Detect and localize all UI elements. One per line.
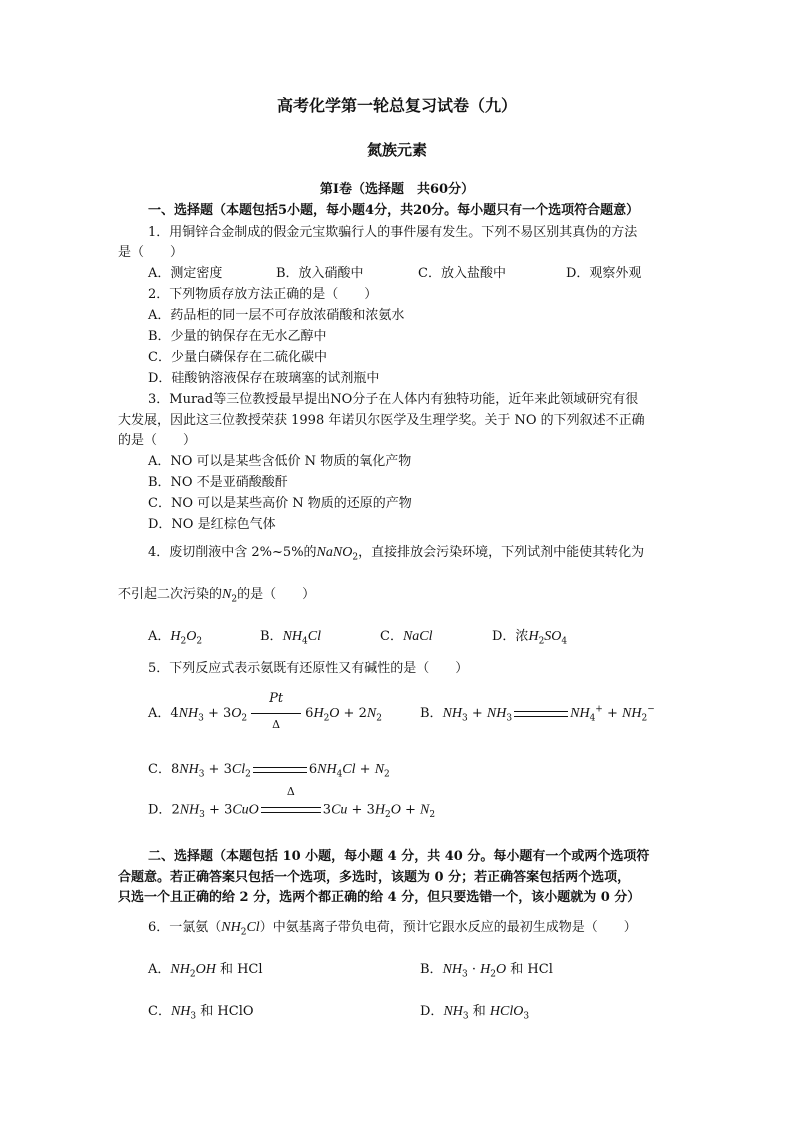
q1-option-d: D．观察外观 <box>566 266 642 281</box>
q1-option-a: A．测定密度 <box>148 266 223 281</box>
q5-option-a: A．$4NH_3 + 3O_2$ Pt Δ $6H_2O + 2N_2$ <box>148 690 382 731</box>
q4-option-c: C．NaCl <box>380 629 433 644</box>
q4-option-d: D．浓$H_2SO_4$ <box>492 629 568 647</box>
section2-line1: 二、选择题（本题包括 10 小题，每小题 4 分，共 40 分。每小题有一个或两个选项符 <box>148 849 650 864</box>
section1-heading: 一、选择题（本题包括5小题，每小题4分，共20分。每小题只有一个选项符合题意） <box>148 203 640 218</box>
reaction-condition: Pt Δ <box>251 707 301 721</box>
q6-option-c: C．$NH_3$ 和 HClO <box>148 1004 254 1022</box>
q6-option-a: A．$NH_2OH$ 和 HCl <box>148 962 263 980</box>
part1-heading: 第Ⅰ卷（选择题 共60分） <box>319 182 475 197</box>
q5-option-d: D．$2NH_3 + 3CuO$ Δ $3Cu + 3H_2O + N_2$ <box>148 785 436 821</box>
reaction-condition: Δ <box>261 802 321 818</box>
q1-stem-line1: 1．用铜锌合金制成的假金元宝欺骗行人的事件屡有发生。下列不易区别其真伪的方法 <box>148 225 638 240</box>
q2-option-a: A．药品柜的同一层不可存放浓硝酸和浓氨水 <box>148 308 405 323</box>
q2-option-b: B．少量的钠保存在无水乙醇中 <box>148 329 327 344</box>
q4-stem-line1: 4．废切削液中含 2%~5%的NaNO$_2$，直接排放会污染环境，下列试剂中能使其转化为 <box>148 545 645 563</box>
q4-stem-line2: 不引起二次污染的$N_2$的是（ ） <box>118 587 316 605</box>
q1-option-c: C．放入盐酸中 <box>418 266 506 281</box>
q3-option-c: C．NO 可以是某些高价 N 物质的还原的产物 <box>148 496 412 511</box>
section2-line2: 合题意。若正确答案只包括一个选项，多选时，该题为 0 分；若正确答案包括两个选项， <box>118 870 631 885</box>
q5-option-b: B．$NH_3 + NH_3$ $NH_4^+ + NH_2^-$ <box>420 704 655 724</box>
q5-option-c: C．$8NH_3 + 3Cl_2$ $6NH_4Cl + N_2$ <box>148 762 390 780</box>
q1-option-b: B．放入硝酸中 <box>276 266 364 281</box>
equals-sign <box>253 767 307 773</box>
q3-option-d: D．NO 是红棕色气体 <box>148 517 276 532</box>
q3-stem-line3: 的是（ ） <box>118 433 197 448</box>
q3-option-b: B．NO 不是亚硝酸酸酐 <box>148 475 288 490</box>
q4-option-a: A．$H_2O_2$ <box>148 629 203 647</box>
q3-stem-line1: 3．Murad等三位教授最早提出NO分子在人体内有独特功能，近年来此领域研究有很 <box>148 392 639 407</box>
q3-option-a: A．NO 可以是某些含低价 N 物质的氧化产物 <box>148 454 412 469</box>
q6-option-d: D．$NH_3$ 和 HClO$_3$ <box>420 1004 530 1022</box>
exam-title: 高考化学第一轮总复习试卷（九） <box>276 96 517 115</box>
q6-stem: 6．一氯氨$(NH_2Cl)$中氨基离子带负电荷，预计它跟水反应的最初生成物是（ ） <box>148 920 637 938</box>
q6-option-b: B．$NH_3 \cdot H_2O$ 和 HCl <box>420 962 553 980</box>
q3-stem-line2: 大发展，因此这三位教授荣获 1998 年诺贝尔医学及生理学奖。关于 NO 的下列叙述不正确 <box>118 413 645 428</box>
q1-stem-line2: 是（ ） <box>118 245 184 260</box>
section2-line3: 只选一个且正确的给 2 分，选两个都正确的给 4 分，但只要选错一个，该小题就为 0 分） <box>118 890 641 905</box>
exam-subtitle: 氮族元素 <box>366 141 427 159</box>
q2-option-d: D．硅酸钠溶液保存在玻璃塞的试剂瓶中 <box>148 371 380 386</box>
q4-option-b: B．$NH_4Cl$ <box>260 629 321 647</box>
q2-option-c: C．少量白磷保存在二硫化碳中 <box>148 350 327 365</box>
q5-stem: 5．下列反应式表示氨既有还原性又有碱性的是（ ） <box>148 661 469 676</box>
q2-stem: 2．下列物质存放方法正确的是（ ） <box>148 287 378 302</box>
equals-sign <box>514 711 568 717</box>
